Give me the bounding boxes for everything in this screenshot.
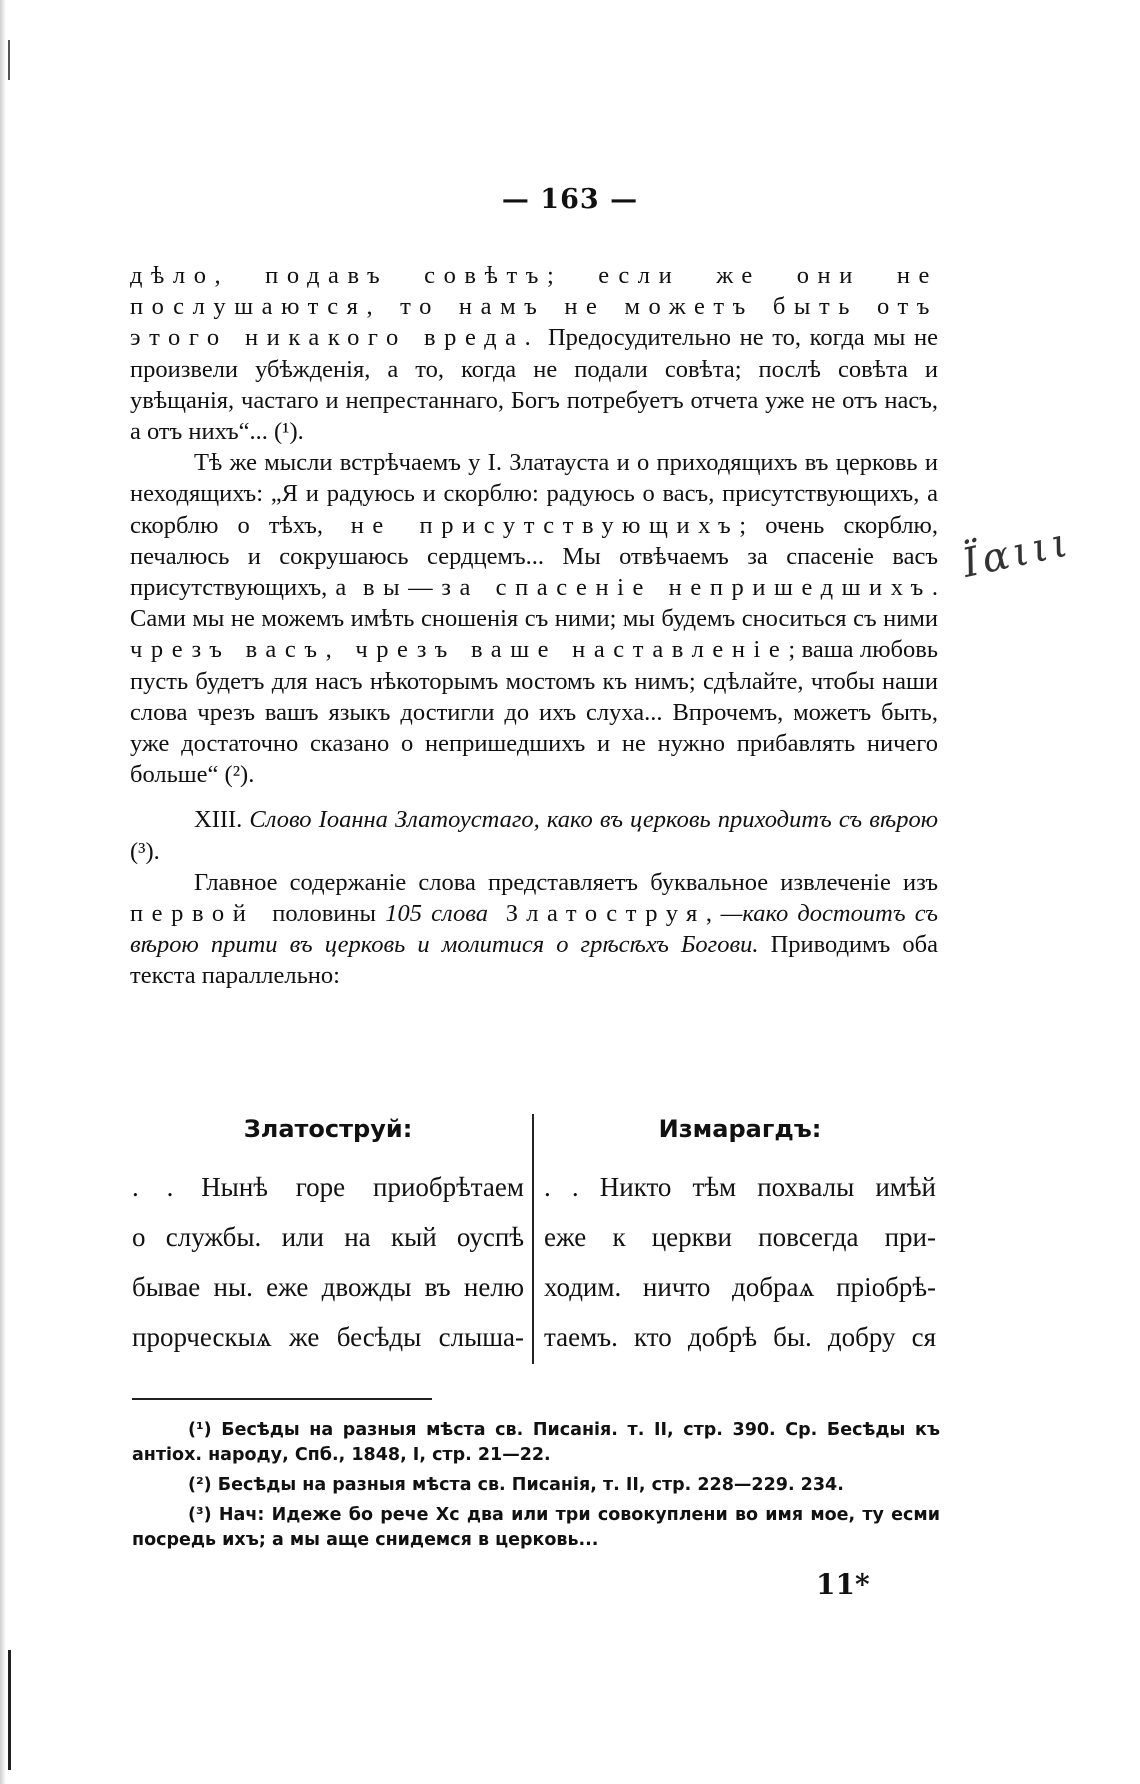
p2-text-a: Тѣ же мысли встрѣчаемъ у І. Златауста и о приходящихъ въ церковь и неходящихъ: „Я и радуюсь и скорблю: радуюсь о васъ, присутствующихъ, а скорблю о тѣхъ, (130, 449, 938, 539)
p4-spaced-e: Златоструя, (487, 900, 721, 928)
column-izmaragd (544, 1114, 936, 1362)
p4-text-a: Главное содержаніе слова представляетъ буквальное извлеченіе изъ (194, 868, 938, 896)
p4-italic-f: —како достоитъ съ вѣрою прити въ церковь и молитися о грѣсѣхъ Богови. (130, 900, 938, 959)
p2-text-c: ; очень скорблю, печалюсь и сокрушаюсь сердцемъ... Мы отвѣчаемъ за спасеніе васъ присутствующихъ, а (130, 511, 938, 602)
p1-spaced-text: дѣло, подавъ совѣтъ; если же они не послушаются, то намъ не можетъ быть отъ этого никакого вреда. (130, 262, 938, 352)
column-line: таемъ. кто добрѣ бы. добру ся (544, 1322, 936, 1352)
paragraph-4 (130, 867, 938, 992)
column-line: ходим. ничто добраѧ пріобрѣ- (544, 1272, 936, 1302)
p4-spaced-b: первой (130, 900, 273, 928)
column-line: . . Нынѣ горе приобрѣтаем (132, 1172, 524, 1202)
binding-mark-top (8, 40, 10, 80)
column-line: прорческыѧ же бесѣды слыша- (132, 1322, 524, 1352)
p2-text-g: ; ваша любовь пусть будетъ для насъ нѣкоторымъ мостомъ къ нимъ; сдѣлайте, чтобы наши слова чрезъ вашъ языкъ достигли до ихъ слуха... Впрочемъ, можетъ быть, уже достаточно сказано о непришедшихъ и не нужно прибавлять ничего больше“ (²). (130, 636, 939, 789)
p2-text-e: . Сами мы не можемъ имѣть сношенія съ ними; мы будемъ сноситься съ ними (130, 574, 939, 633)
p2-spaced-f: чрезъ васъ, чрезъ ваше наставленіе (130, 636, 789, 664)
p2-spaced-d: вы—за спасеніе непришедшихъ (346, 574, 932, 602)
page-edge-shadow (0, 0, 6, 1784)
column-divider (532, 1114, 534, 1364)
binding-mark-bottom (8, 1650, 11, 1770)
footnote-divider (132, 1398, 432, 1400)
column-line: бываe ны. еже двожды въ нелю (132, 1272, 524, 1302)
section-footnote-ref: (³). (130, 837, 160, 865)
column-line: еже к церкви повсегда при- (544, 1222, 936, 1252)
column-header-right: Измарагдъ: (658, 1115, 822, 1143)
paragraph-2 (130, 447, 938, 790)
section-title: Слово Іоанна Златоустаго, како въ церковь приходитъ съ вѣрою (242, 806, 938, 834)
column-line: о службы. или на кый оуспѣ (132, 1222, 524, 1252)
column-zlatostruy (132, 1114, 524, 1362)
section-heading-xiii (130, 804, 938, 866)
p4-text-c: половины (272, 900, 376, 928)
footnote-2: (²) Бесѣды на разныя мѣста св. Писанія, т. II, стр. 228—229. 234. (188, 1475, 844, 1495)
p4-italic-d: 105 слова (376, 900, 488, 928)
handwritten-margin-note: Ϊαιιι (958, 519, 1076, 587)
printer-signature-mark: 11* (816, 1568, 870, 1601)
section-number: XIII. (194, 806, 243, 834)
page-number: — 163 — (501, 184, 639, 215)
column-line: . . Никто тѣм похвалы имѣй (544, 1172, 936, 1202)
p1-text: Предосудительно не то, когда мы не произвели убѣжденія, а то, когда не подали совѣта; послѣ совѣта и увѣщанія, частаго и непрестаннаго, Богъ потребуетъ отчета уже не отъ насъ, а отъ нихъ“... (¹). (130, 324, 938, 446)
p4-text-g: Приводимъ оба текста параллельно: (130, 931, 938, 990)
footnotes (132, 1418, 940, 1558)
footnote-3: (³) Нач: Идеже бо рече Хс два или три совокуплени во имя мое, ту есми посредь ихъ; а мы аще снидемся в церковь... (132, 1505, 940, 1550)
paragraph-1 (130, 260, 938, 447)
column-header-left: Златоструй: (243, 1115, 413, 1143)
p2-spaced-b: не присутствующихъ (323, 511, 740, 539)
main-text (130, 260, 938, 992)
parallel-texts (132, 1114, 942, 1364)
footnote-1: (¹) Бесѣды на разныя мѣста св. Писанія. т. II, стр. 390. Ср. Бесѣды къ антіох. народу, Спб., 1848, I, стр. 21—22. (132, 1420, 940, 1465)
